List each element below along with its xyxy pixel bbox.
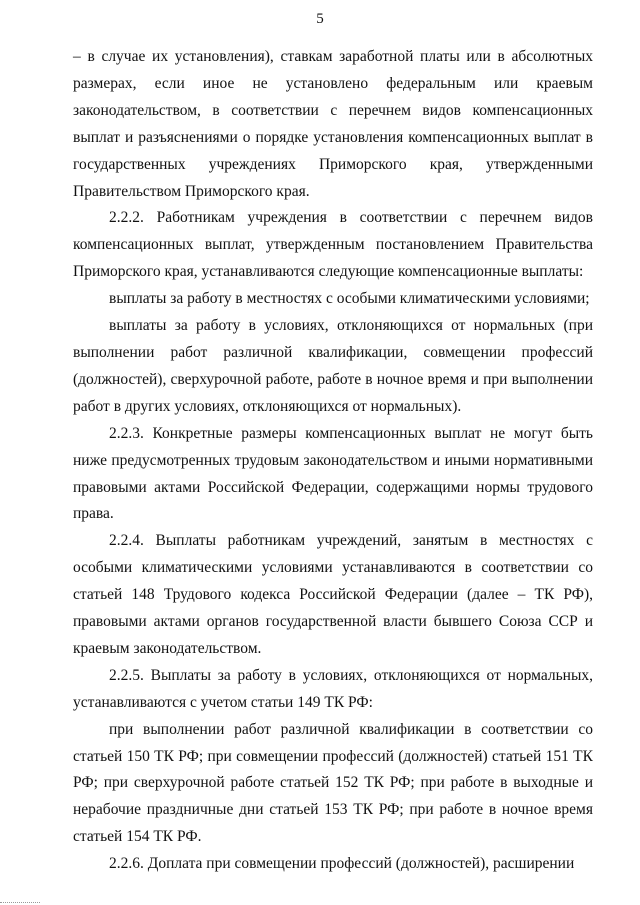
paragraph-abnormal-conditions: выплаты за работу в условиях, отклоняющихся от нормальных (при выполнении работ различной квалификации, совмещении профессий (должностей), сверхурочной работе, работе в ночное время и при выполнении работ в других условиях, отклоняющихся от нормальных). bbox=[73, 317, 593, 415]
paragraph-2-2-3: 2.2.3. Конкретные размеры компенсационных выплат не могут быть ниже предусмотренных трудовым законодательством и иными нормативными правовыми актами Российской Федерации, содержащими нормы трудового права. bbox=[73, 424, 593, 523]
paragraph-2-2-4: 2.2.4. Выплаты работникам учреждений, занятым в местностях с особыми климатическими условиями устанавливаются в соответствии со статьей 148 Трудового кодекса Российской Федерации (далее – ТК РФ), правовыми актами органов государственной власти бывшего Союза ССР и краевым законодательством. bbox=[73, 532, 593, 657]
page-number: 5 bbox=[316, 11, 324, 27]
paragraph-continuation: – в случае их установления), ставкам заработной платы или в абсолютных размерах, если иное не установлено федеральным или краевым законодательством, в соответствии с перечнем видов компенсационных выплат и разъяснениями о порядке установления компенсационных выплат в государственных учреждениях Приморского края, утвержденными Правительством Приморского края. bbox=[73, 48, 593, 200]
paragraph-2-2-6: 2.2.6. Доплата при совмещении профессий (должностей), расширении bbox=[109, 855, 575, 873]
document-body bbox=[73, 44, 593, 878]
paragraph-articles-list: при выполнении работ различной квалификации в соответствии со статьей 150 ТК РФ; при совмещении профессий (должностей) статьей 151 ТК РФ; при сверхурочной работе статьей 152 ТК РФ; при работе в выходные и нерабочие праздничные дни статьей 153 ТК РФ; при работе в ночное время статьей 154 ТК РФ. bbox=[73, 720, 593, 846]
paragraph-2-2-5: 2.2.5. Выплаты за работу в условиях, отклоняющихся от нормальных, устанавливаются с учетом статьи 149 ТК РФ: bbox=[73, 666, 593, 711]
scan-edge-mark bbox=[0, 900, 40, 903]
paragraph-2-2-2: 2.2.2. Работникам учреждения в соответствии с перечнем видов компенсационных выплат, утвержденным постановлением Правительства Приморского края, устанавливаются следующие компенсационные выплаты: bbox=[73, 209, 593, 281]
paragraph-climatic-payments: выплаты за работу в местностях с особыми климатическими условиями; bbox=[109, 290, 590, 308]
